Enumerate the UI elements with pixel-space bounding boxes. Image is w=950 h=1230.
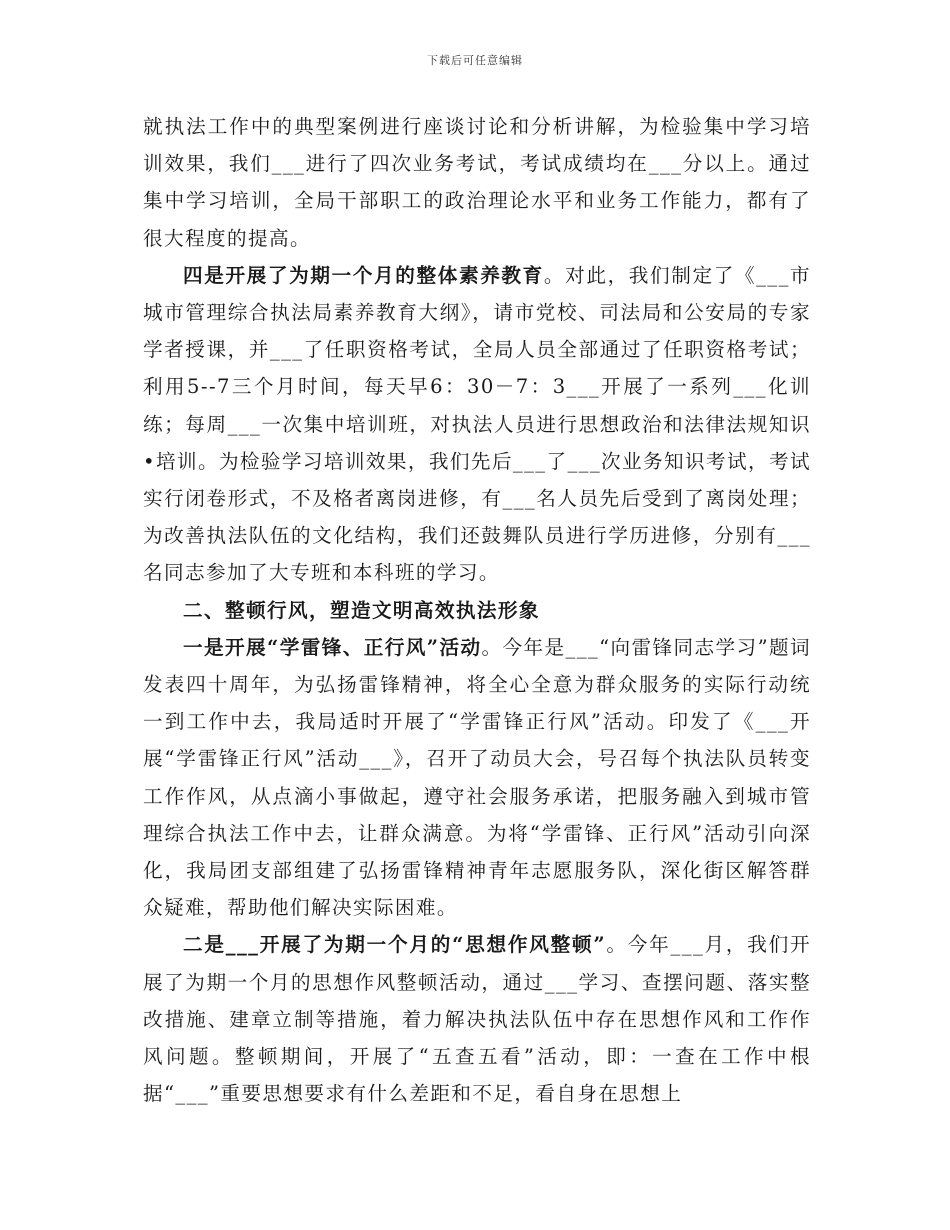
- paragraph-text: 就执法工作中的典型案例进行座谈讨论和分析讲解，为检验集中学习培训效果，我们___进行了四次业务考试，考试成绩均在___分以上。通过集中学习培训，全局干部职工的政治理论水平和业务工作能力，都有了很大程度的提高。: [143, 115, 811, 250]
- paragraph-text: 。对此，我们制定了《___市城市管理综合执法局素养教育大纲》，请市党校、司法局和公安局的专家学者授课，并___了任职资格考试，全局人员全部通过了任职资格考试；利用5--7三个月时间，每天早6：30－7：3___开展了一系列___化训练；每周___一次集中培训班，对执法人员进行思想政治和法律法规知识•培训。为检验学习培训效果，我们先后___了___次业务知识考试，考试实行闭卷形式，不及格者离岗进修，有___名人员先后受到了离岗处理；为改善执法队伍的文化结构，我们还鼓舞队员进行学历进修，分别有___名同志参加了大专班和本科班的学习。: [143, 263, 811, 585]
- paragraph-4: [143, 926, 811, 1112]
- paragraph-3: [143, 629, 811, 927]
- paragraph-lead: 四是开展了为期一个月的整体素养教育: [183, 263, 544, 287]
- paragraph-lead: 二是___开展了为期一个月的“思想作风整顿”: [183, 933, 607, 957]
- paragraph-1: [143, 108, 811, 257]
- paragraph-2: [143, 257, 811, 592]
- paragraph-text: 。今年___月，我们开展了为期一个月的思想作风整顿活动，通过___学习、查摆问题、落实整改措施、建章立制等措施，着力解决执法队伍中存在思想作风和工作作风问题。整顿期间，开展了“五查五看”活动，即：一查在工作中根据“___”重要思想要求有什么差距和不足，看自身在思想上: [143, 933, 812, 1106]
- paragraph-lead: 一是开展“学雷锋、正行风”活动: [183, 635, 482, 659]
- page-header: 下载后可任意编辑: [427, 54, 523, 67]
- paragraph-text: 。今年是___“向雷锋同志学习”题词发表四十周年，为弘扬雷锋精神，将全心全意为群众服务的实际行动统一到工作中去，我局适时开展了“学雷锋正行风”活动。印发了《___开展“学雷锋正行风”活动___》，召开了动员大会，号召每个执法队员转变工作作风，从点滴小事做起，遵守社会服务承诺，把服务融入到城市管理综合执法工作中去，让群众满意。为将“学雷锋、正行风”活动引向深化，我局团支部组建了弘扬雷锋精神青年志愿服务队，深化街区解答群众疑难，帮助他们解决实际困难。: [143, 635, 812, 920]
- document-body: [143, 108, 811, 1112]
- section-heading: [143, 592, 811, 629]
- heading-text: 二、整顿行风，塑造文明高效执法形象: [183, 598, 540, 622]
